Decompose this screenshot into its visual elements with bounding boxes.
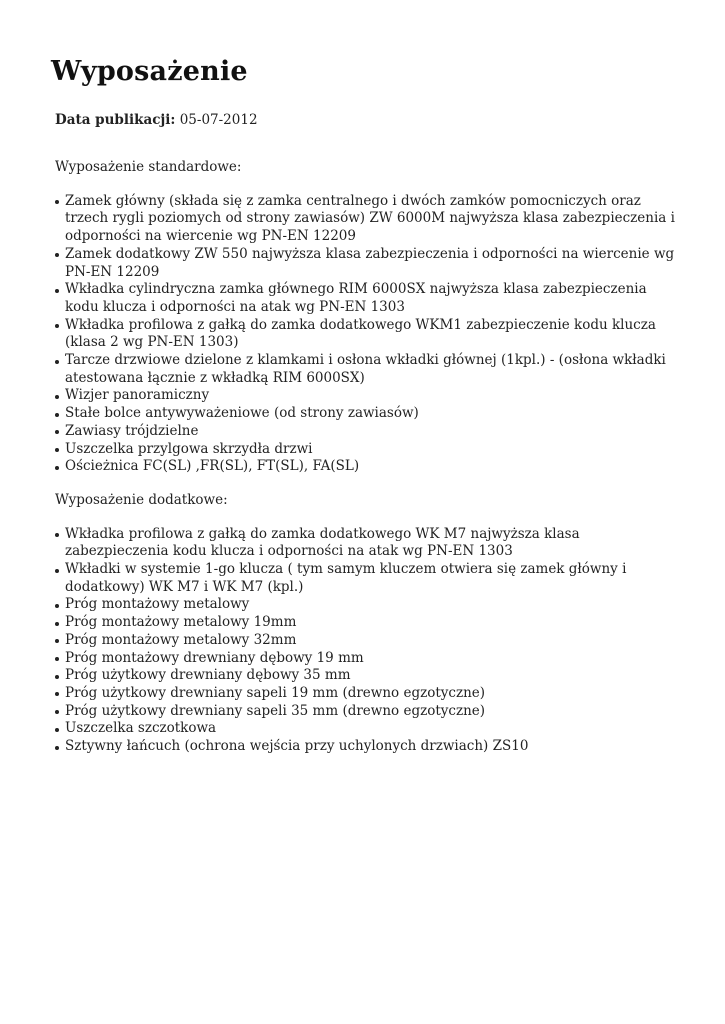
- additional-equipment-heading: Wyposażenie dodatkowe:: [55, 491, 228, 508]
- list-item: Ościeżnica FC(SL) ,FR(SL), FT(SL), FA(SL): [55, 458, 675, 476]
- list-item: Stałe bolce antywyważeniowe (od strony zawiasów): [55, 405, 675, 423]
- standard-equipment-heading: Wyposażenie standardowe:: [55, 159, 242, 175]
- list-item: Próg montażowy metalowy 19mm: [55, 614, 675, 632]
- publication-date-label: Data publikacji:: [55, 112, 176, 128]
- document-body: [55, 159, 675, 756]
- publication-date: [55, 111, 258, 129]
- list-item: Wkładka profilowa z gałką do zamka dodatkowego WK M7 najwyższa klasa zabezpieczenia kodu klucza i odporności na atak wg PN-EN 1303: [55, 526, 675, 561]
- list-item: Zamek dodatkowy ZW 550 najwyższa klasa zabezpieczenia i odporności na wiercenie wg PN-EN 12209: [55, 246, 675, 281]
- list-item: Zamek główny (składa się z zamka centralnego i dwóch zamków pomocniczych oraz trzech rygli poziomych od strony zawiasów) ZW 6000M najwyższa klasa zabezpieczenia i odporności na wiercenie wg PN-EN 12209: [55, 193, 675, 246]
- list-item: Uszczelka szczotkowa: [55, 720, 675, 738]
- list-item: Próg montażowy drewniany dębowy 19 mm: [55, 650, 675, 668]
- list-item: Próg użytkowy drewniany dębowy 35 mm: [55, 667, 675, 685]
- list-item: Sztywny łańcuch (ochrona wejścia przy uchylonych drzwiach) ZS10: [55, 738, 675, 756]
- list-item: Wkładka cylindryczna zamka głównego RIM 6000SX najwyższa klasa zabezpieczenia kodu klucza i odporności na atak wg PN-EN 1303: [55, 281, 675, 316]
- list-item: Uszczelka przylgowa skrzydła drzwi: [55, 441, 675, 459]
- list-item: Zawiasy trójdzielne: [55, 423, 675, 441]
- list-item: Wkładka profilowa z gałką do zamka dodatkowego WKM1 zabezpieczenie kodu klucza (klasa 2 wg PN-EN 1303): [55, 317, 675, 352]
- additional-equipment-list: [55, 526, 675, 756]
- standard-equipment-list: [55, 193, 675, 476]
- page-title: Wyposażenie: [51, 56, 248, 87]
- list-item: Próg użytkowy drewniany sapeli 35 mm (drewno egzotyczne): [55, 703, 675, 721]
- publication-date-value: 05-07-2012: [179, 112, 258, 128]
- list-item: Próg montażowy metalowy 32mm: [55, 632, 675, 650]
- list-item: Tarcze drzwiowe dzielone z klamkami i osłona wkładki głównej (1kpl.) - (osłona wkładki atestowana łącznie z wkładką RIM 6000SX): [55, 352, 675, 387]
- list-item: Próg montażowy metalowy: [55, 596, 675, 614]
- list-item: Próg użytkowy drewniany sapeli 19 mm (drewno egzotyczne): [55, 685, 675, 703]
- list-item: Wizjer panoramiczny: [55, 387, 675, 405]
- list-item: Wkładki w systemie 1-go klucza ( tym samym kluczem otwiera się zamek główny i dodatkowy) WK M7 i WK M7 (kpl.): [55, 561, 675, 596]
